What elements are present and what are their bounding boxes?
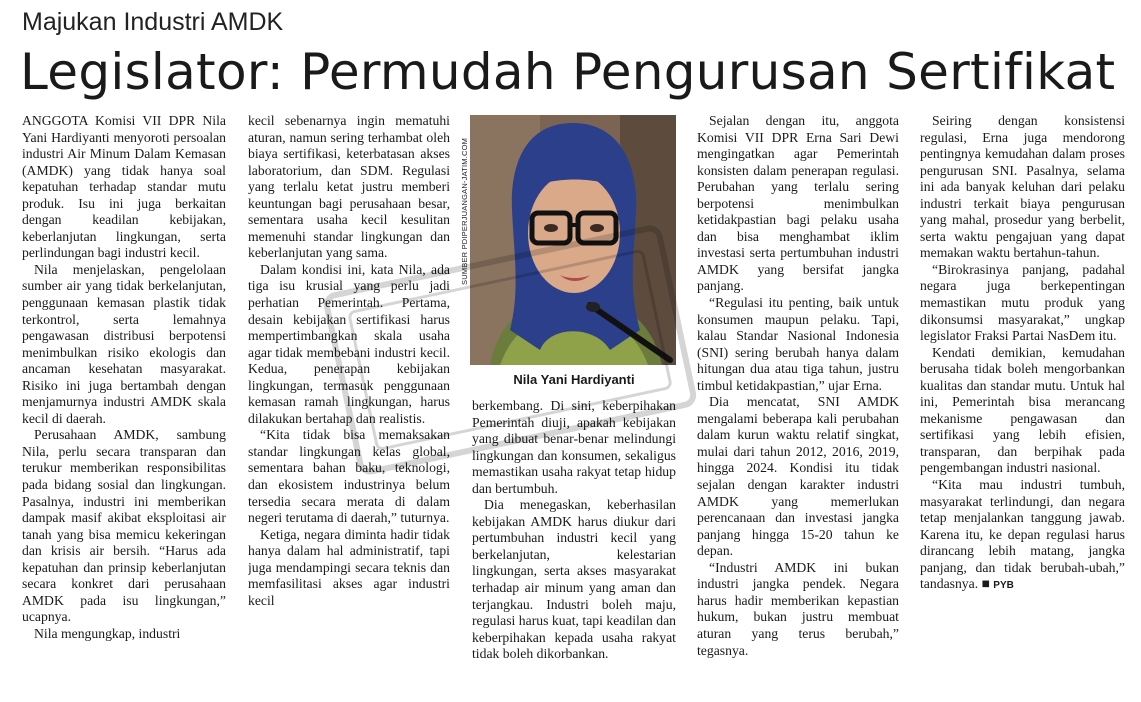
end-mark-icon: ■	[981, 576, 990, 592]
paragraph: “Kita tidak bisa memaksakan standar lingkungan kelas global, sementara bahan baku, teknologi, dan ekosistem industrinya belum tersedia secara merata di dalam negeri terutama di daerah,” tuturnya.	[248, 427, 450, 526]
portrait-illustration	[470, 115, 676, 365]
paragraph: Ketiga, negara diminta hadir tidak hanya dalam hal administratif, tapi juga mendampingi secara teknis dan memfasilitasi akses agar industri kecil	[248, 526, 450, 608]
paragraph: Dalam kondisi ini, kata Nila, ada tiga isu krusial yang perlu jadi perhatian Pemerintah. Pertama, desain kebijakan sertifikasi harus mempertimbangkan skala usaha agar tidak membebani industri kecil. Kedua, penerapan kebijakan lingkungan, termasuk penggunaan kemasan ramah lingkungan, harus dilakukan bertahap dan realistis.	[248, 261, 450, 426]
column-3	[472, 398, 676, 698]
column-4	[697, 113, 899, 698]
paragraph: Sejalan dengan itu, anggota Komisi VII DPR Erna Sari Dewi mengingatkan agar Pemerintah konsisten dalam penerapan regulasi. Perubahan yang terlalu sering berpotensi menimbulkan ketidakpastian bagi pelaku usaha dan bisa menghambat iklim investasi serta pertumbuhan industri AMDK yang bersifat jangka panjang.	[697, 113, 899, 294]
paragraph: berkembang. Di sini, keberpihakan Pemerintah diuji, apakah kebijakan yang dibuat benar-benar melindungi lingkungan dan konsumen, sekaligus memastikan usaha rakyat tetap hidup dan bertumbuh.	[472, 398, 676, 496]
photo-credit: SUMBER PDIPERJUANGAN-JATIM.COM	[460, 137, 469, 285]
paragraph: Dia menegaskan, keberhasilan kebijakan AMDK harus diukur dari pertumbuhan industri kecil yang berkelanjutan, kelestarian lingkungan, serta akses masyarakat terhadap air minum yang aman dan terjangkau. Industri boleh maju, regulasi harus kuat, tapi keadilan dan keberpihakan kepada usaha rakyat tidak boleh dikorbankan.	[472, 497, 676, 662]
photo-caption: Nila Yani Hardiyanti	[513, 372, 635, 387]
paragraph: “Industri AMDK ini bukan industri jangka pendek. Negara harus hadir memberikan kepastian hukum, bukan justru membuat aturan yang terus berubah,” tegasnya.	[697, 559, 899, 658]
paragraph-text: “Kita mau industri tumbuh, masyarakat terlindungi, dan negara tetap menjalankan tanggung jawab. Karena itu, ke depan regulasi harus dirancang lebih matang, jangka panjang, dan tidak berubah-ubah,” tandasnya.	[920, 477, 1125, 592]
paragraph: Dia mencatat, SNI AMDK mengalami beberapa kali perubahan dalam kurun waktu relatif singkat, mulai dari tahun 2012, 2016, 2019, hingga 2024. Kondisi itu tidak sejalan dengan karakter industri AMDK yang memerlukan perencanaan dan investasi jangka panjang hingga 15-20 tahun ke depan.	[697, 394, 899, 559]
column-5	[920, 113, 1125, 698]
author-signature: PYB	[993, 580, 1014, 592]
paragraph	[920, 477, 1125, 595]
column-1	[22, 113, 226, 698]
column-2	[248, 113, 450, 698]
paragraph: “Regulasi itu penting, baik untuk konsumen maupun pelaku. Tapi, kalau Standar Nasional Indonesia (SNI) sering berubah hanya dalam hitungan dua atau tiga tahun, justru timbul ketidakpastian,” ujar Erna.	[697, 295, 899, 393]
paragraph: kecil sebenarnya ingin mematuhi aturan, namun sering terhambat oleh biaya sertifikasi, keterbatasan akses laboratorium, dan SDM. Regulasi yang terlalu ketat justru memberi keuntungan bagi perusahaan besar, sementara usaha kecil kesulitan memenuhi standar lingkungan dan keberlanjutan yang sama.	[248, 113, 450, 261]
portrait-photo	[470, 115, 676, 365]
kicker: Majukan Industri AMDK	[22, 8, 284, 36]
paragraph: “Birokrasinya panjang, padahal negara juga berkepentingan memastikan mutu produk yang dikonsumsi masyarakat,” ungkap legislator Fraksi Partai NasDem itu.	[920, 261, 1125, 344]
paragraph: Nila mengungkap, industri	[34, 625, 181, 641]
paragraph: Nila menjelaskan, pengelolaan sumber air yang tidak berkelanjutan, penggunaan kemasan plastik tidak terkontrol, serta lemahnya pengawasan distribusi berpotensi menimbulkan risiko ekologis dan ancaman kesehatan masyarakat. Risiko ini juga bertambah dengan menjamurnya industri AMDK skala kecil di daerah.	[22, 261, 226, 426]
paragraph: ANGGOTA Komisi VII DPR Nila Yani Hardiyanti menyoroti persoalan industri Air Minum Dalam Kemasan (AMDK) yang tidak hanya soal kepatuhan terhadap standar mutu produk. Isu ini juga berkaitan dengan keadilan kebijakan, keberlanjutan lingkungan, serta perlindungan bagi industri kecil.	[22, 113, 226, 261]
paragraph: Seiring dengan konsistensi regulasi, Erna juga mendorong pentingnya kemudahan dalam proses pengurusan SNI. Pasalnya, selama ini ada banyak keluhan dari pelaku industri terkait biaya pengurusan yang mahal, prosedur yang berbelit, serta waktu pengajuan yang dapat memakan waktu bertahun-tahun.	[920, 113, 1125, 261]
headline: Legislator: Permudah Pengurusan Sertifikat	[20, 43, 1116, 101]
paragraph: Kendati demikian, kemudahan berusaha tidak boleh mengorbankan kualitas dan standar mutu. Untuk hal ini, Pemerintah bisa merancang mekanisme pengawasan dan sertifikasi yang lebih efisien, transparan, dan berpihak pada pengembangan industri nasional.	[920, 344, 1125, 476]
paragraph: Perusahaan AMDK, sambung Nila, perlu secara transparan dan terukur memberikan responsibilitas pada bidang sosial dan lingkungan. Pasalnya, industri ini memberikan dampak masif akibat eksploitasi air tanah yang bisa memicu kekeringan dan krisis air bersih. “Harus ada kepatuhan dan prinsip keberlanjutan secara konkret dari perusahaan AMDK pada isu lingkungan,” ucapnya.	[22, 427, 226, 625]
